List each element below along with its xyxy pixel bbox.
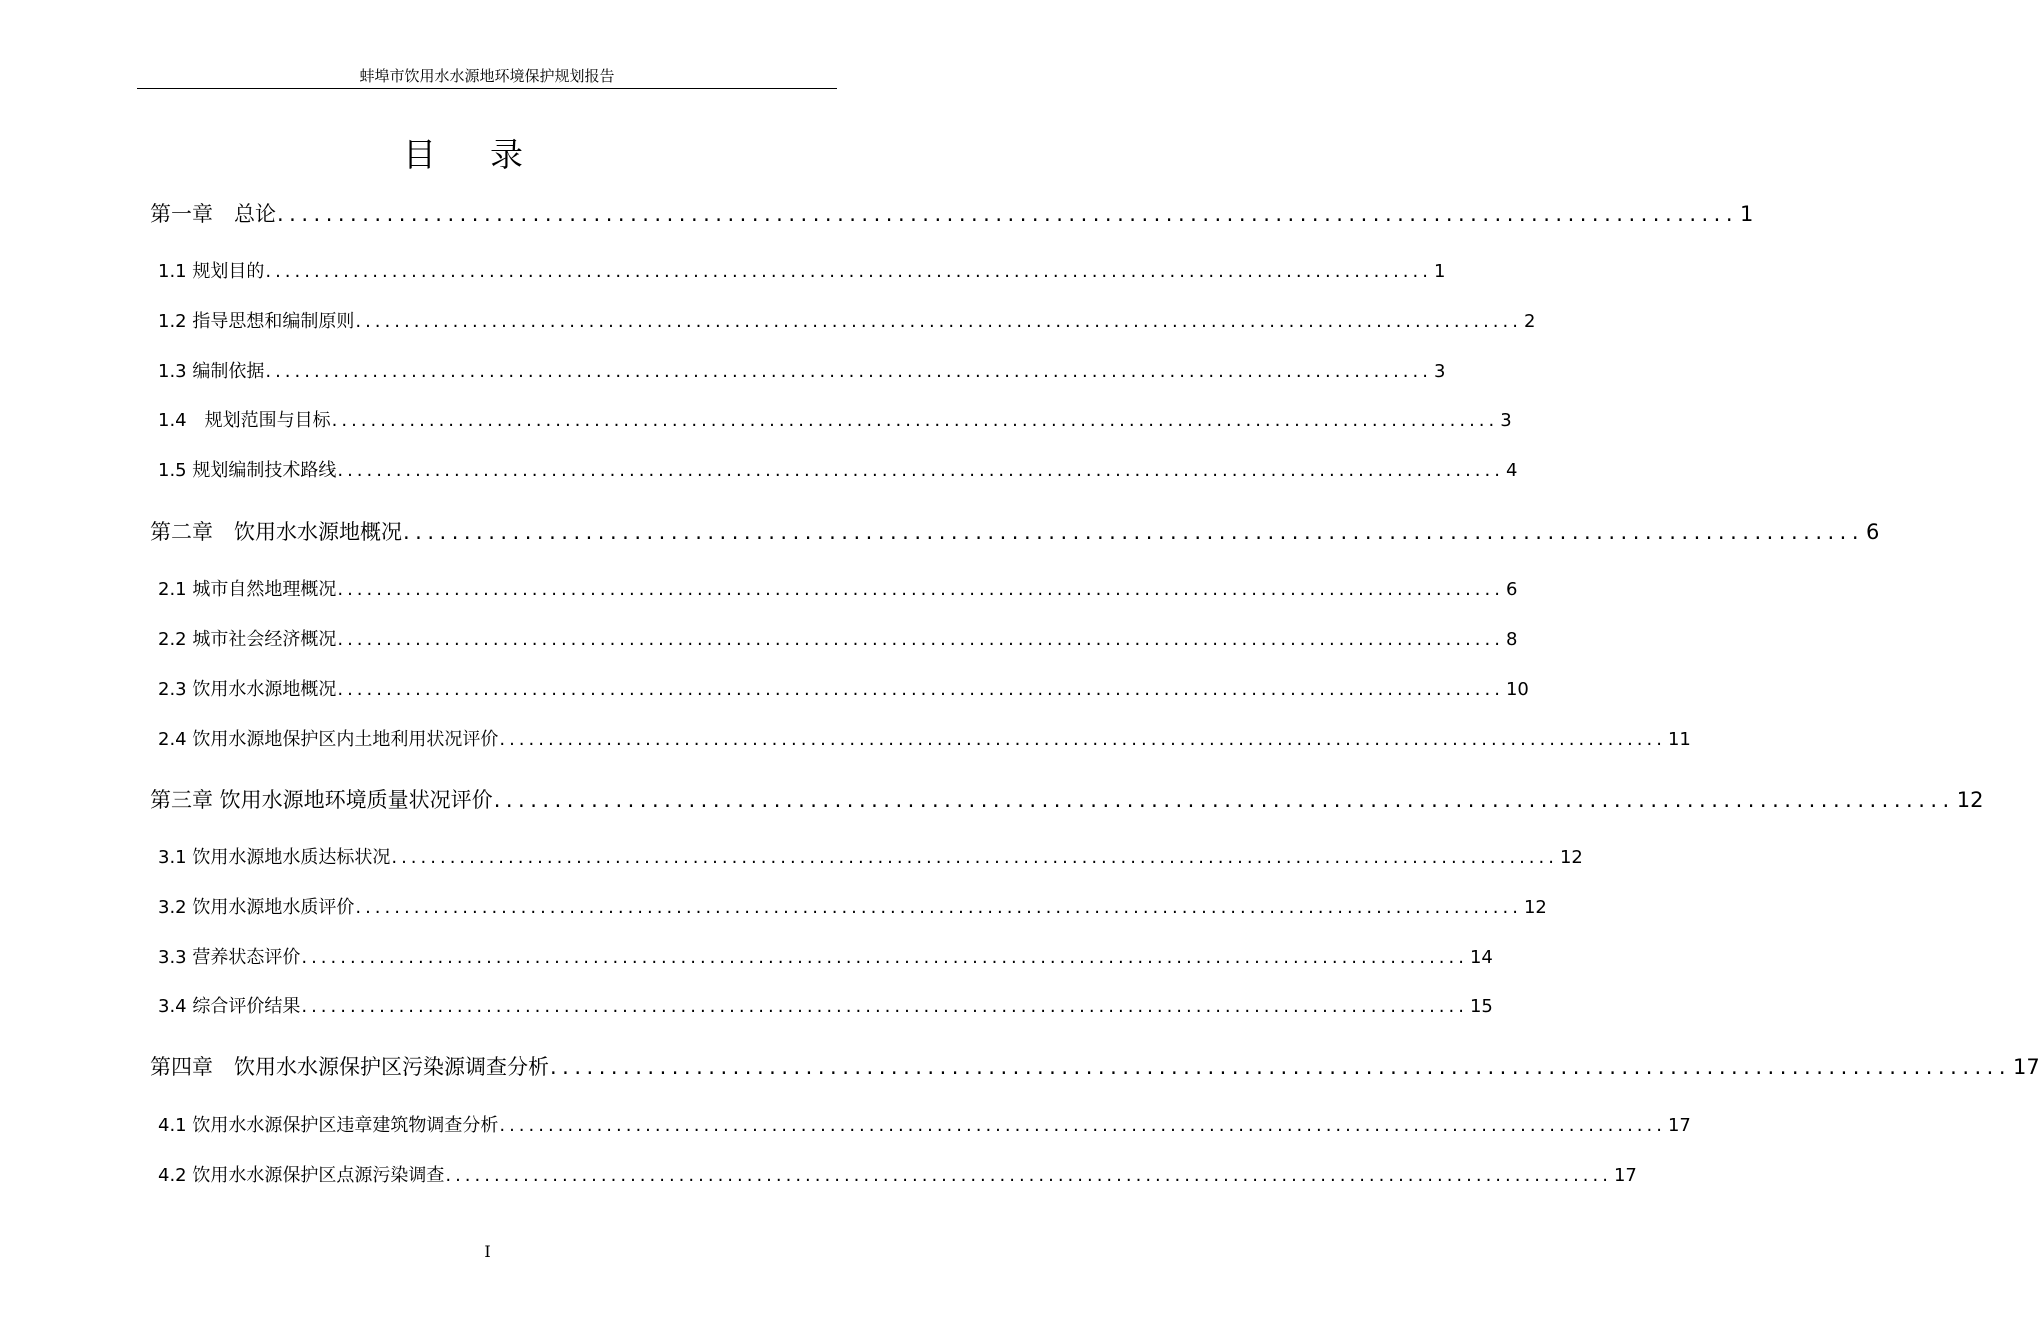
toc-entry-page: 17 — [1613, 1165, 1637, 1186]
toc-entry-label: 第三章 饮用水源地环境质量状况评价 — [150, 788, 493, 812]
toc-entry-page: 3 — [1500, 410, 1512, 431]
toc-entry-label: 1.1 规划目的 — [158, 261, 265, 282]
toc-section-entry[interactable] — [158, 576, 1518, 604]
toc-entry-page: 1 — [1740, 202, 1754, 226]
toc-entry-label: 3.2 饮用水源地水质评价 — [158, 897, 355, 918]
toc-dot-leader: ........................................................................................................................ — [391, 847, 1558, 868]
toc-section-entry[interactable] — [158, 993, 1493, 1021]
toc-dot-leader: ........................................................................................................................ — [355, 311, 1522, 332]
toc-entry-label: 2.2 城市社会经济概况 — [158, 629, 337, 650]
toc-entry-page: 12 — [1559, 847, 1583, 868]
toc-entry-label: 3.3 营养状态评价 — [158, 947, 301, 968]
toc-entry-page: 17 — [2013, 1055, 2040, 1079]
toc-dot-leader: ........................................................................................................................ — [550, 1055, 2012, 1079]
toc-dot-leader: ........................................................................................................................ — [499, 729, 1666, 750]
toc-dot-leader: ........................................................................................................................ — [301, 947, 1468, 968]
toc-dot-leader: ........................................................................................................................ — [499, 1115, 1666, 1136]
toc-entry-label: 4.1 饮用水水源保护区违章建筑物调查分析 — [158, 1115, 499, 1136]
toc-entry-label: 1.4 规划范围与目标 — [158, 410, 331, 431]
toc-entry-page: 2 — [1523, 311, 1536, 332]
toc-entry-page: 12 — [1523, 897, 1547, 918]
toc-dot-leader: ........................................................................................................................ — [301, 996, 1468, 1017]
toc-entry-label: 第二章 饮用水水源地概况 — [150, 520, 402, 544]
toc-dot-leader: ........................................................................................................................ — [445, 1165, 1612, 1186]
toc-entry-page: 10 — [1505, 679, 1529, 700]
toc-entry-label: 3.4 综合评价结果 — [158, 996, 301, 1017]
toc-dot-leader: ........................................................................................................................ — [277, 202, 1739, 226]
toc-section-entry[interactable] — [158, 258, 1446, 286]
toc-dot-leader: ........................................................................................................................ — [337, 460, 1504, 481]
toc-entry-page: 17 — [1667, 1115, 1691, 1136]
toc-entry-label: 2.3 饮用水水源地概况 — [158, 679, 337, 700]
toc-section-entry[interactable] — [158, 944, 1493, 972]
toc-entry-page: 1 — [1433, 261, 1446, 282]
toc-section-entry[interactable] — [158, 1112, 1691, 1140]
toc-section-entry[interactable] — [158, 358, 1446, 386]
toc-dot-leader: ........................................................................................................................ — [265, 361, 1432, 382]
toc-chapter-entry[interactable] — [150, 784, 1984, 816]
toc-section-entry[interactable] — [158, 676, 1529, 704]
toc-entry-page: 6 — [1866, 520, 1880, 544]
toc-entry-label: 1.3 编制依据 — [158, 361, 265, 382]
toc-entry-label: 第四章 饮用水水源保护区污染源调查分析 — [150, 1055, 549, 1079]
toc-entry-page: 12 — [1956, 788, 1984, 812]
toc-section-entry[interactable] — [158, 407, 1512, 435]
toc-dot-leader: ........................................................................................................................ — [265, 261, 1432, 282]
toc-chapter-entry[interactable] — [150, 198, 1754, 230]
toc-section-entry[interactable] — [158, 726, 1691, 754]
toc-entry-page: 8 — [1505, 629, 1518, 650]
toc-section-entry[interactable] — [158, 844, 1583, 872]
toc-dot-leader: ........................................................................................................................ — [337, 679, 1504, 700]
toc-entry-label: 1.2 指导思想和编制原则 — [158, 311, 355, 332]
toc-chapter-entry[interactable] — [150, 516, 1880, 548]
toc-section-entry[interactable] — [158, 457, 1518, 485]
toc-entry-label: 2.4 饮用水源地保护区内土地利用状况评价 — [158, 729, 499, 750]
toc-entry-page: 3 — [1433, 361, 1446, 382]
toc-section-entry[interactable] — [158, 308, 1536, 336]
toc-entry-page: 4 — [1505, 460, 1518, 481]
toc-title: 目录 — [403, 135, 577, 174]
toc-section-entry[interactable] — [158, 1162, 1637, 1190]
toc-dot-leader: ........................................................................................................................ — [337, 579, 1504, 600]
toc-dot-leader: ........................................................................................................................ — [331, 410, 1499, 431]
toc-entry-label: 4.2 饮用水水源保护区点源污染调查 — [158, 1165, 445, 1186]
page-number: I — [484, 1242, 491, 1261]
toc-entry-label: 1.5 规划编制技术路线 — [158, 460, 337, 481]
toc-entry-page: 6 — [1505, 579, 1518, 600]
running-header: 蚌埠市饮用水水源地环境保护规划报告 — [359, 67, 615, 85]
toc-dot-leader: ........................................................................................................................ — [403, 520, 1865, 544]
toc-section-entry[interactable] — [158, 626, 1518, 654]
toc-dot-leader: ........................................................................................................................ — [493, 788, 1955, 812]
toc-entry-page: 15 — [1469, 996, 1493, 1017]
toc-entry-label: 3.1 饮用水源地水质达标状况 — [158, 847, 391, 868]
toc-section-entry[interactable] — [158, 894, 1547, 922]
toc-entry-label: 2.1 城市自然地理概况 — [158, 579, 337, 600]
toc-chapter-entry[interactable] — [150, 1051, 2040, 1083]
toc-dot-leader: ........................................................................................................................ — [337, 629, 1504, 650]
toc-entry-label: 第一章 总论 — [150, 202, 276, 226]
toc-entry-page: 14 — [1469, 947, 1493, 968]
toc-dot-leader: ........................................................................................................................ — [355, 897, 1522, 918]
toc-entry-page: 11 — [1667, 729, 1691, 750]
